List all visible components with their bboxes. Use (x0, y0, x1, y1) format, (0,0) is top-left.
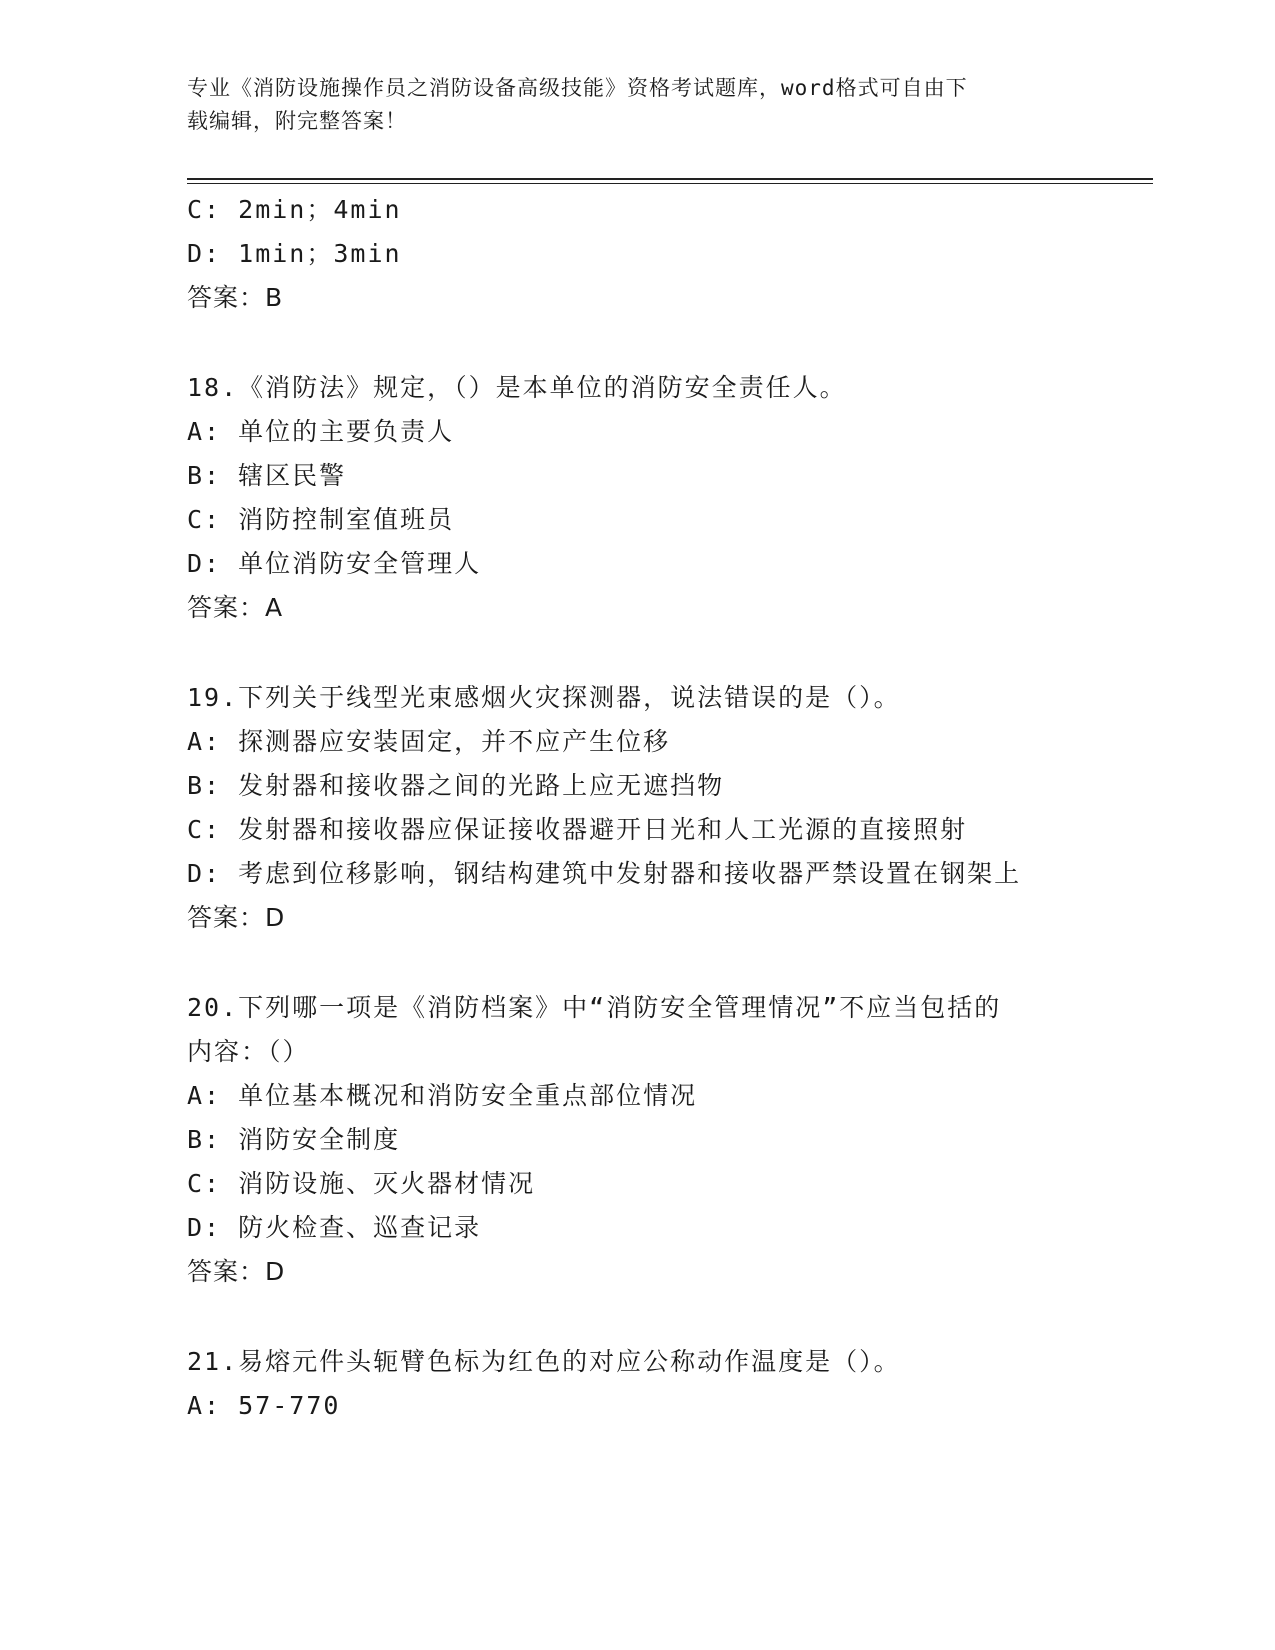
q19-option-a: A: 探测器应安装固定，并不应产生位移 (187, 727, 671, 756)
q19-option-b: B: 发射器和接收器之间的光路上应无遮挡物 (187, 771, 725, 800)
q18-option-b: B: 辖区民警 (187, 461, 347, 490)
q18-option-d: D: 单位消防安全管理人 (187, 549, 482, 578)
q20-option-b: B: 消防安全制度 (187, 1125, 401, 1154)
q20-answer: 答案：D (187, 1257, 286, 1286)
q19-stem: 19.下列关于线型光束感烟火灾探测器，说法错误的是（）。 (187, 683, 901, 712)
q19-option-c: C: 发射器和接收器应保证接收器避开日光和人工光源的直接照射 (187, 815, 968, 844)
q21-stem: 21.易熔元件头轭臂色标为红色的对应公称动作温度是（）。 (187, 1347, 901, 1376)
header-divider-thick (187, 178, 1153, 180)
q20-stem-line-1: 20.下列哪一项是《消防档案》中“消防安全管理情况”不应当包括的 (187, 993, 1002, 1022)
q18-option-a: A: 单位的主要负责人 (187, 417, 455, 446)
q20-option-d: D: 防火检查、巡查记录 (187, 1213, 482, 1242)
q18-option-c: C: 消防控制室值班员 (187, 505, 455, 534)
q19-answer: 答案：D (187, 903, 286, 932)
header-line-1: 专业《消防设施操作员之消防设备高级技能》资格考试题库，word格式可自由下 (187, 76, 968, 100)
q20-option-c: C: 消防设施、灭火器材情况 (187, 1169, 536, 1198)
prev-answer: 答案：B (187, 283, 284, 312)
q20-option-a: A: 单位基本概况和消防安全重点部位情况 (187, 1081, 698, 1110)
prev-option-d: D: 1min；3min (187, 239, 402, 268)
document-header (187, 72, 1087, 138)
q21-option-a: A: 57-770 (187, 1391, 341, 1420)
q18-answer: 答案：A (187, 593, 284, 622)
header-divider-thin (187, 183, 1153, 184)
q19-option-d: D: 考虑到位移影响，钢结构建筑中发射器和接收器严禁设置在钢架上 (187, 859, 1022, 888)
q18-stem: 18.《消防法》规定，（）是本单位的消防安全责任人。 (187, 373, 847, 402)
q20-stem-line-2: 内容：（） (187, 1037, 310, 1066)
prev-option-c: C: 2min；4min (187, 195, 402, 224)
header-line-2: 载编辑，附完整答案！ (187, 109, 407, 133)
